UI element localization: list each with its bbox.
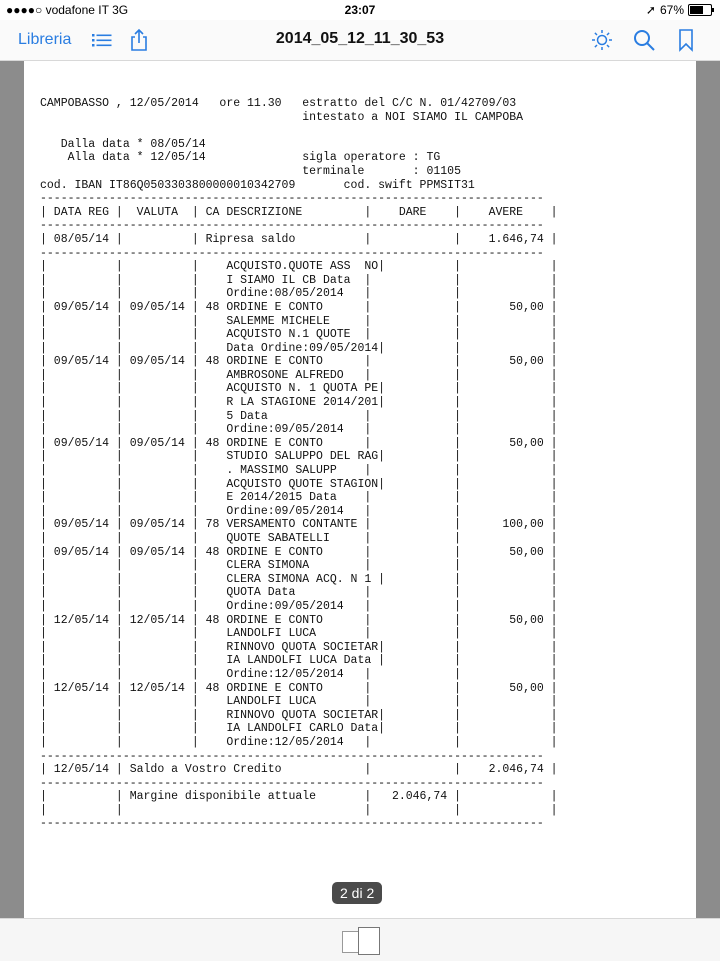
statement-line: | | | Ordine:12/05/2014 | | |	[40, 667, 558, 681]
statement-line: terminale : 01105	[302, 164, 461, 178]
carrier-signal: ●●●●○ vodafone IT 3G	[6, 3, 129, 17]
statement-line: | | | R LA STAGIONE 2014/201| | |	[40, 396, 558, 410]
statement-line: Alla data * 12/05/14 sigla operatore : TG	[67, 151, 441, 165]
battery-icon	[688, 4, 712, 16]
statement-line: | | | Ordine:08/05/2014 | | |	[40, 287, 558, 301]
statement-line: | | | E 2014/2015 Data | | |	[40, 491, 558, 505]
statement-line: | | | ACQUISTO N.1 QUOTE | | |	[40, 328, 558, 342]
statement-line: | | | 5 Data | | |	[40, 409, 558, 423]
page-thumbnails[interactable]	[342, 927, 380, 953]
clock: 23:07	[344, 3, 376, 17]
statement-line: | 09/05/14 | 09/05/14 | 48 ORDINE E CONTO | | 50,00 |	[40, 545, 558, 559]
statement-line: -------------------------------------------------------------------------	[40, 749, 544, 763]
statement-line: | 12/05/14 | 12/05/14 | 48 ORDINE E CONTO | | 50,00 |	[40, 613, 558, 627]
document-page	[24, 61, 696, 918]
statement-line: | | | STUDIO SALUPPO DEL RAG| | |	[40, 450, 558, 464]
statement-line: | | | Ordine:09/05/2014 | | |	[40, 504, 558, 518]
status-bar	[0, 0, 720, 20]
statement-line: | | | IA LANDOLFI LUCA Data | | |	[40, 654, 558, 668]
statement-line: | | Margine disponibile attuale | 2.046,74 | |	[40, 790, 558, 804]
statement-line: | | | LANDOLFI LUCA | | |	[40, 695, 558, 709]
statement-line: | 09/05/14 | 09/05/14 | 48 ORDINE E CONTO | | 50,00 |	[40, 436, 558, 450]
statement-line: -------------------------------------------------------------------------	[40, 219, 544, 233]
statement-line: | | | . MASSIMO SALUPP | | |	[40, 464, 558, 478]
statement-line: -------------------------------------------------------------------------	[40, 192, 544, 206]
statement-line: | DATA REG | VALUTA | CA DESCRIZIONE | DARE | AVERE |	[40, 205, 558, 219]
library-button[interactable]: Libreria	[18, 31, 72, 48]
statement-line: | | | SALEMME MICHELE | | |	[40, 314, 558, 328]
thumbnail-bar	[0, 918, 720, 961]
statement-line: | 09/05/14 | 09/05/14 | 48 ORDINE E CONTO | | 50,00 |	[40, 355, 558, 369]
statement-line: intestato a NOI SIAMO IL CAMPOBA	[302, 110, 524, 124]
statement-line: | | | IA LANDOLFI CARLO Data| | |	[40, 722, 558, 736]
statement-line: CAMPOBASSO , 12/05/2014 ore 11.30 estratto del C/C N. 01/42709/03	[40, 97, 517, 110]
page-indicator: 2 di 2	[332, 882, 382, 904]
statement-line: -------------------------------------------------------------------------	[40, 246, 544, 260]
statement-line: | 09/05/14 | 09/05/14 | 78 VERSAMENTO CONTANTE | | 100,00 |	[40, 518, 558, 532]
statement-line: | | | CLERA SIMONA ACQ. N 1 | | |	[40, 572, 558, 586]
statement-line: | | | Ordine:09/05/2014 | | |	[40, 599, 558, 613]
statement-line: -------------------------------------------------------------------------	[40, 776, 544, 790]
battery-fill	[690, 6, 703, 14]
document-viewer[interactable]	[0, 61, 720, 918]
statement-line: | | | RINNOVO QUOTA SOCIETAR| | |	[40, 708, 558, 722]
search-icon[interactable]	[632, 28, 656, 52]
statement-line: | | | | |	[40, 803, 558, 817]
statement-line: | | | LANDOLFI LUCA | | |	[40, 627, 558, 641]
statement-line: | | | Ordine:12/05/2014 | | |	[40, 735, 558, 749]
statement-line: | 08/05/14 | | Ripresa saldo | | 1.646,74 |	[40, 232, 558, 246]
statement-line: | | | QUOTA Data | | |	[40, 586, 558, 600]
statement-line: | 12/05/14 | Saldo a Vostro Credito | | 2.046,74 |	[40, 763, 558, 777]
statement-line: | | | Data Ordine:09/05/2014| | |	[40, 341, 558, 355]
bank-statement-text	[40, 97, 558, 831]
statement-line: -------------------------------------------------------------------------	[40, 817, 544, 831]
statement-line: | | | ACQUISTO QUOTE STAGION| | |	[40, 477, 558, 491]
brightness-icon[interactable]	[590, 28, 614, 52]
statement-line: | | | ACQUISTO.QUOTE ASS NO| | |	[40, 260, 558, 274]
statement-line: | | | Ordine:09/05/2014 | | |	[40, 423, 558, 437]
navigation-toolbar	[0, 20, 720, 61]
document-title: 2014_05_12_11_30_53	[275, 30, 445, 47]
statement-line: | | | AMBROSONE ALFREDO | | |	[40, 368, 558, 382]
statement-line: | | | ACQUISTO N. 1 QUOTA PE| | |	[40, 382, 558, 396]
statement-line: Dalla data * 08/05/14	[60, 137, 206, 151]
statement-line: | 09/05/14 | 09/05/14 | 48 ORDINE E CONTO | | 50,00 |	[40, 300, 558, 314]
status-right	[646, 3, 712, 17]
location-arrow-icon: ➚	[645, 3, 656, 17]
statement-line: | 12/05/14 | 12/05/14 | 48 ORDINE E CONTO | | 50,00 |	[40, 681, 558, 695]
statement-line: cod. IBAN IT86Q0503303800000010342709 cod. swift PPMSIT31	[40, 178, 475, 192]
statement-line: | | | CLERA SIMONA | | |	[40, 559, 558, 573]
statement-line: | | | QUOTE SABATELLI | | |	[40, 532, 558, 545]
page-thumbnail-2[interactable]	[358, 927, 380, 955]
statement-line: | | | RINNOVO QUOTA SOCIETAR| | |	[40, 640, 558, 654]
bookmark-icon[interactable]	[674, 28, 698, 52]
statement-line: | | | I SIAMO IL CB Data | | |	[40, 273, 558, 287]
battery-percent: 67%	[659, 3, 684, 17]
